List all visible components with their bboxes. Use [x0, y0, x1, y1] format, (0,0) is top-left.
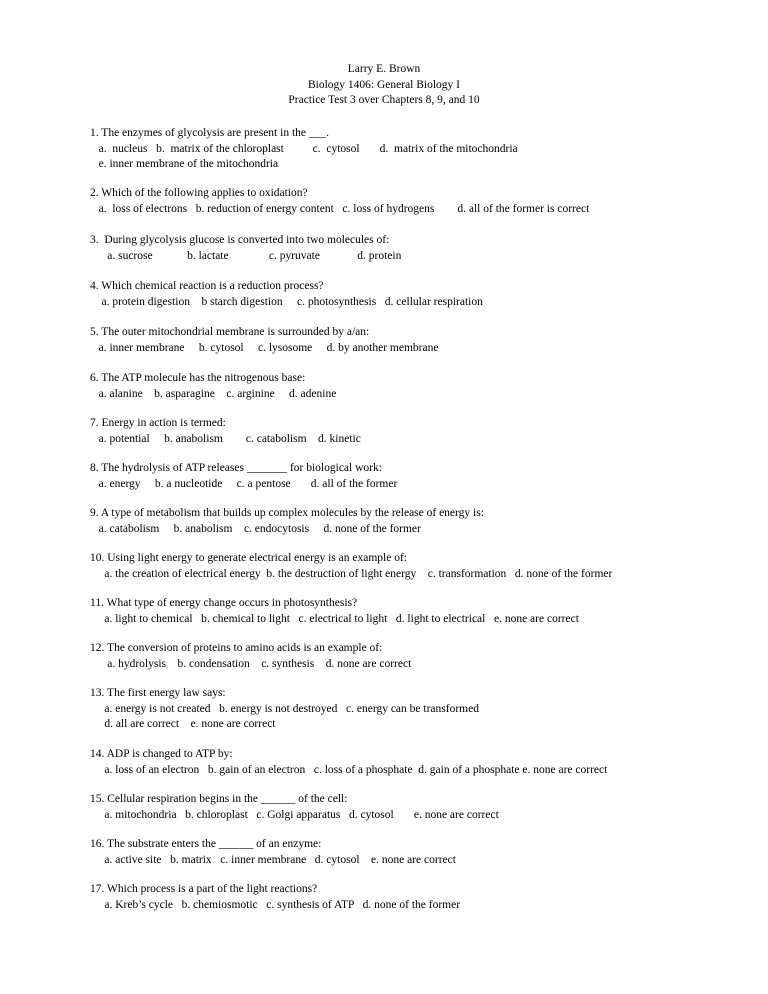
answer-options: a. loss of an electron b. gain of an electron c. loss of a phosphate d. gain of a phosphate e. none are correct: [90, 763, 608, 776]
question-stem: 7. Energy in action is termed:: [90, 417, 226, 429]
question-1: [90, 126, 518, 173]
test-title: Practice Test 3 over Chapters 8, 9, and 10: [288, 94, 480, 106]
answer-options: a. mitochondria b. chloroplast c. Golgi apparatus d. cytosol e. none are correct: [90, 808, 499, 821]
answer-options: a. energy b. a nucleotide c. a pentose d. all of the former: [90, 477, 398, 490]
question-16: [90, 837, 456, 868]
answer-options: a. nucleus b. matrix of the chloroplast c. cytosol d. matrix of the mitochondria: [90, 142, 518, 155]
answer-options: a. inner membrane b. cytosol c. lysosome d. by another membrane: [90, 341, 439, 354]
question-6: [90, 371, 336, 402]
answer-options: a. hydrolysis b. condensation c. synthesis d. none are correct: [90, 657, 412, 670]
question-stem: 9. A type of metabolism that builds up complex molecules by the release of energy is:: [90, 507, 484, 519]
question-11: [90, 596, 579, 627]
answer-options: a. energy is not created b. energy is not destroyed c. energy can be transformed: [90, 702, 479, 715]
answer-options: a. the creation of electrical energy b. the destruction of light energy c. transformation d. none of the former: [90, 567, 613, 580]
question-stem: 5. The outer mitochondrial membrane is surrounded by a/an:: [90, 326, 370, 338]
question-stem: 16. The substrate enters the ______ of an enzyme:: [90, 838, 322, 850]
document-header: [0, 62, 768, 109]
answer-options: a. active site b. matrix c. inner membrane d. cytosol e. none are correct: [90, 853, 456, 866]
question-stem: 1. The enzymes of glycolysis are present in the ___.: [90, 127, 329, 139]
question-stem: 8. The hydrolysis of ATP releases _______ for biological work:: [90, 462, 382, 474]
question-2: [90, 186, 589, 217]
question-stem: 6. The ATP molecule has the nitrogenous base:: [90, 372, 306, 384]
question-14: [90, 747, 607, 778]
course-title: Biology 1406: General Biology I: [307, 78, 461, 91]
question-stem: 17. Which process is a part of the light reactions?: [90, 883, 318, 895]
question-stem: 12. The conversion of proteins to amino acids is an example of:: [90, 642, 383, 654]
question-stem: 10. Using light energy to generate electrical energy is an example of:: [90, 552, 407, 564]
author-name: Larry E. Brown: [347, 63, 421, 75]
answer-options: a. loss of electrons b. reduction of energy content c. loss of hydrogens d. all of the former is correct: [90, 202, 590, 215]
answer-options: a. Kreb’s cycle b. chemiosmotic c. synthesis of ATP d. none of the former: [90, 898, 461, 911]
question-stem: 11. What type of energy change occurs in photosynthesis?: [90, 597, 358, 609]
question-stem: 14. ADP is changed to ATP by:: [90, 748, 233, 760]
question-15: [90, 792, 499, 823]
question-stem: 13. The first energy law says:: [90, 687, 226, 699]
question-3: [90, 233, 401, 264]
answer-options: a. alanine b. asparagine c. arginine d. adenine: [90, 387, 337, 400]
question-stem: 3. During glycolysis glucose is converted into two molecules of:: [90, 234, 390, 246]
answer-options: a. protein digestion b starch digestion c. photosynthesis d. cellular respiration: [90, 295, 483, 308]
question-8: [90, 461, 397, 492]
question-7: [90, 416, 361, 447]
question-10: [90, 551, 612, 582]
answer-options: a. sucrose b. lactate c. pyruvate d. protein: [90, 249, 402, 262]
answer-options: a. potential b. anabolism c. catabolism d. kinetic: [90, 432, 361, 445]
question-12: [90, 641, 411, 672]
answer-options: d. all are correct e. none are correct: [90, 718, 276, 730]
answer-options: a. light to chemical b. chemical to light c. electrical to light d. light to electrical e. none are correct: [90, 612, 579, 625]
answer-options: e. inner membrane of the mitochondria: [90, 158, 279, 170]
answer-options: a. catabolism b. anabolism c. endocytosis d. none of the former: [90, 522, 421, 535]
question-9: [90, 506, 484, 537]
question-stem: 2. Which of the following applies to oxidation?: [90, 187, 308, 199]
question-stem: 4. Which chemical reaction is a reduction process?: [90, 280, 324, 292]
question-5: [90, 325, 438, 356]
question-stem: 15. Cellular respiration begins in the ______ of the cell:: [90, 793, 348, 805]
question-4: [90, 279, 483, 310]
question-13: [90, 686, 479, 733]
question-17: [90, 882, 460, 913]
